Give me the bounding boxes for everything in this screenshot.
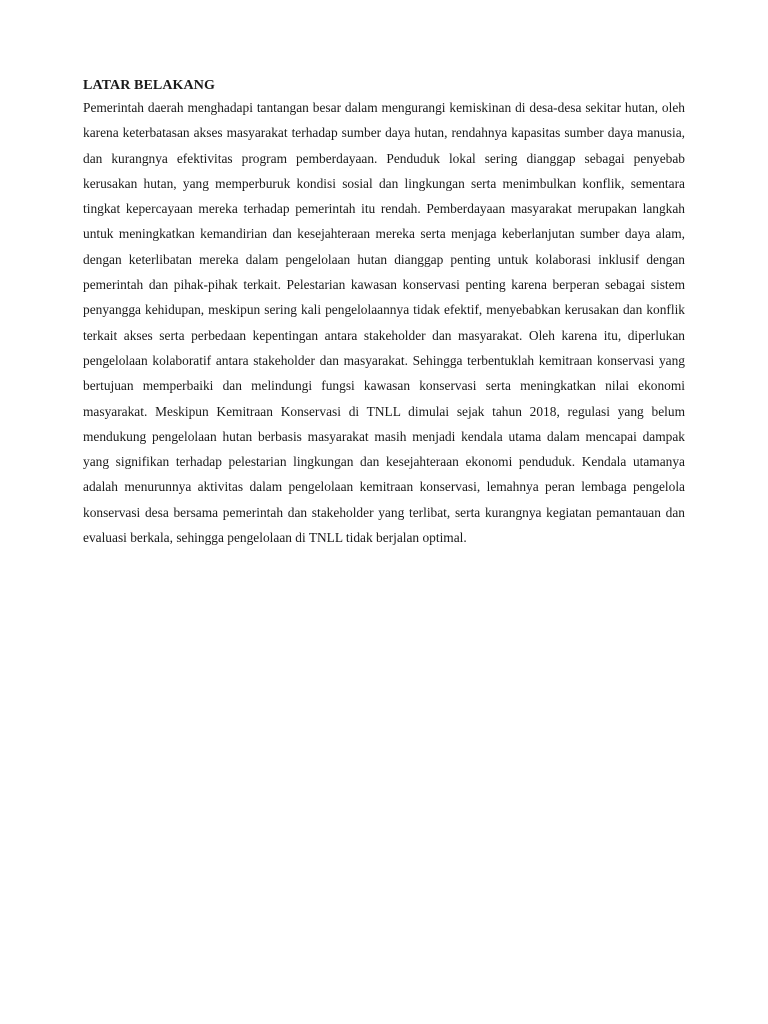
document-content	[83, 76, 685, 550]
section-heading: LATAR BELAKANG	[83, 78, 215, 93]
body-paragraph: Pemerintah daerah menghadapi tantangan besar dalam mengurangi kemiskinan di desa-desa sekitar hutan, oleh karena keterbatasan akses masyarakat terhadap sumber daya hutan, rendahnya kapasitas sumber daya manusia, dan kurangnya efektivitas program pemberdayaan. Penduduk lokal sering dianggap sebagai penyebab kerusakan hutan, yang memperburuk kondisi sosial dan lingkungan serta menimbulkan konflik, sementara tingkat kepercayaan mereka terhadap pemerintah itu rendah. Pemberdayaan masyarakat merupakan langkah untuk meningkatkan kemandirian dan kesejahteraan mereka serta menjaga keberlanjutan sumber daya alam, dengan keterlibatan mereka dalam pengelolaan hutan dianggap penting untuk kolaborasi inklusif dengan pemerintah dan pihak-pihak terkait. Pelestarian kawasan konservasi penting karena berperan sebagai sistem penyangga kehidupan, meskipun sering kali pengelolaannya tidak efektif, menyebabkan kerusakan dan konflik terkait akses serta perbedaan kepentingan antara stakeholder dan masyarakat. Oleh karena itu, diperlukan pengelolaan kolaboratif antara stakeholder dan masyarakat. Sehingga terbentuklah kemitraan konservasi yang bertujuan memperbaiki dan melindungi fungsi kawasan konservasi serta meningkatkan nilai ekonomi masyarakat. Meskipun Kemitraan Konservasi di TNLL dimulai sejak tahun 2018, regulasi yang belum mendukung pengelolaan hutan berbasis masyarakat masih menjadi kendala utama dalam mencapai dampak yang signifikan terhadap pelestarian lingkungan dan kesejahteraan ekonomi penduduk. Kendala utamanya adalah menurunnya aktivitas dalam pengelolaan kemitraan konservasi, lemahnya peran lembaga pengelola konservasi desa bersama pemerintah dan stakeholder yang terlibat, serta kurangnya kegiatan pemantauan dan evaluasi berkala, sehingga pengelolaan di TNLL tidak berjalan optimal.	[83, 100, 685, 546]
